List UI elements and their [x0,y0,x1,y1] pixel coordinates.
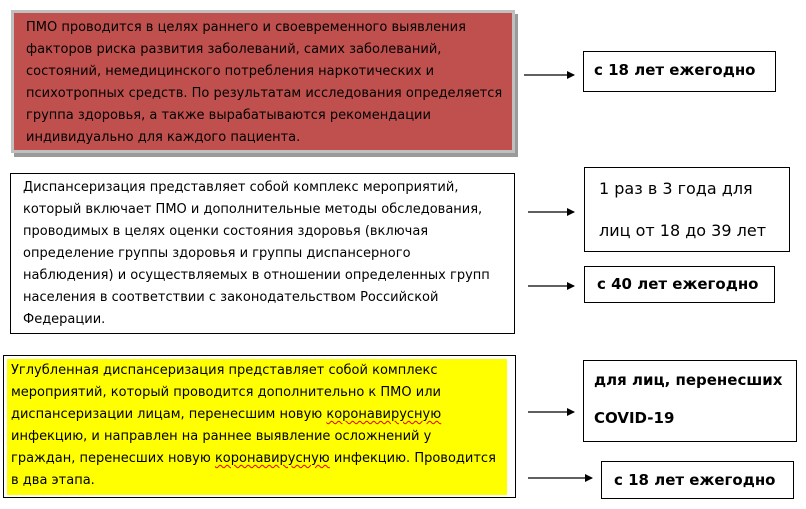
pmo-line: индивидуально для каждого пациента. [26,130,301,145]
spellcheck-word: коронавирусную [214,451,330,466]
deep-line: Углубленная диспансеризация представляет собой комплекс [11,363,438,378]
pmo-line: факторов риска развития заболеваний, самих заболеваний, [26,42,442,57]
disp-line: населения в соответствии с законодательством Российской [23,290,439,305]
deep-line-text: граждан, перенесших новую [11,451,215,466]
deep-line-text: диспансеризации лицам, перенесшим новую [11,407,327,422]
deep-line: мероприятий, который проводится дополнительно к ПМО или [11,385,441,400]
disp-line: определение группы здоровья и группы диспансерного [23,246,411,261]
disp-line: наблюдения) и осуществляемых в отношении определенных групп [23,268,490,283]
pmo-line: группа здоровья, а также вырабатываются рекомендации [26,108,431,123]
disp-result-3y-line-2: лиц от 18 до 39 лет [599,221,767,240]
deep-line: инфекцию, и направлен на раннее выявление осложнений у [11,429,432,444]
disp-line: Диспансеризация представляет собой комплекс мероприятий, [23,180,459,195]
deep-line: в два этапа. [11,473,95,488]
deep-line-text: инфекцию. Проводится [329,451,496,466]
disp-result-3y-line-1: 1 раз в 3 года для [599,179,753,198]
deep-result-covid-line-1: для лиц, перенесших [594,371,783,389]
disp-line: Федерации. [23,312,106,327]
disp-result-from-40-box: с 40 лет ежегодно [584,266,775,303]
disp-line: который включает ПМО и дополнительные методы обследования, [23,202,483,217]
deep-result-covid-line-2: COVID-19 [594,409,675,427]
deep-result-from-18-box: с 18 лет ежегодно [601,461,794,499]
pmo-line: состояний, немедицинского потребления наркотических и [26,64,435,79]
pmo-line: ПМО проводится в целях раннего и своевременного выявления [26,20,466,35]
disp-line: проводимых в целях оценки состояния здоровья (включая [23,224,429,239]
spellcheck-word: коронавирусную [326,407,442,422]
pmo-result-box: с 18 лет ежегодно [583,51,776,92]
pmo-line: психотропных средств. По результатам исследования определяется [26,86,503,101]
